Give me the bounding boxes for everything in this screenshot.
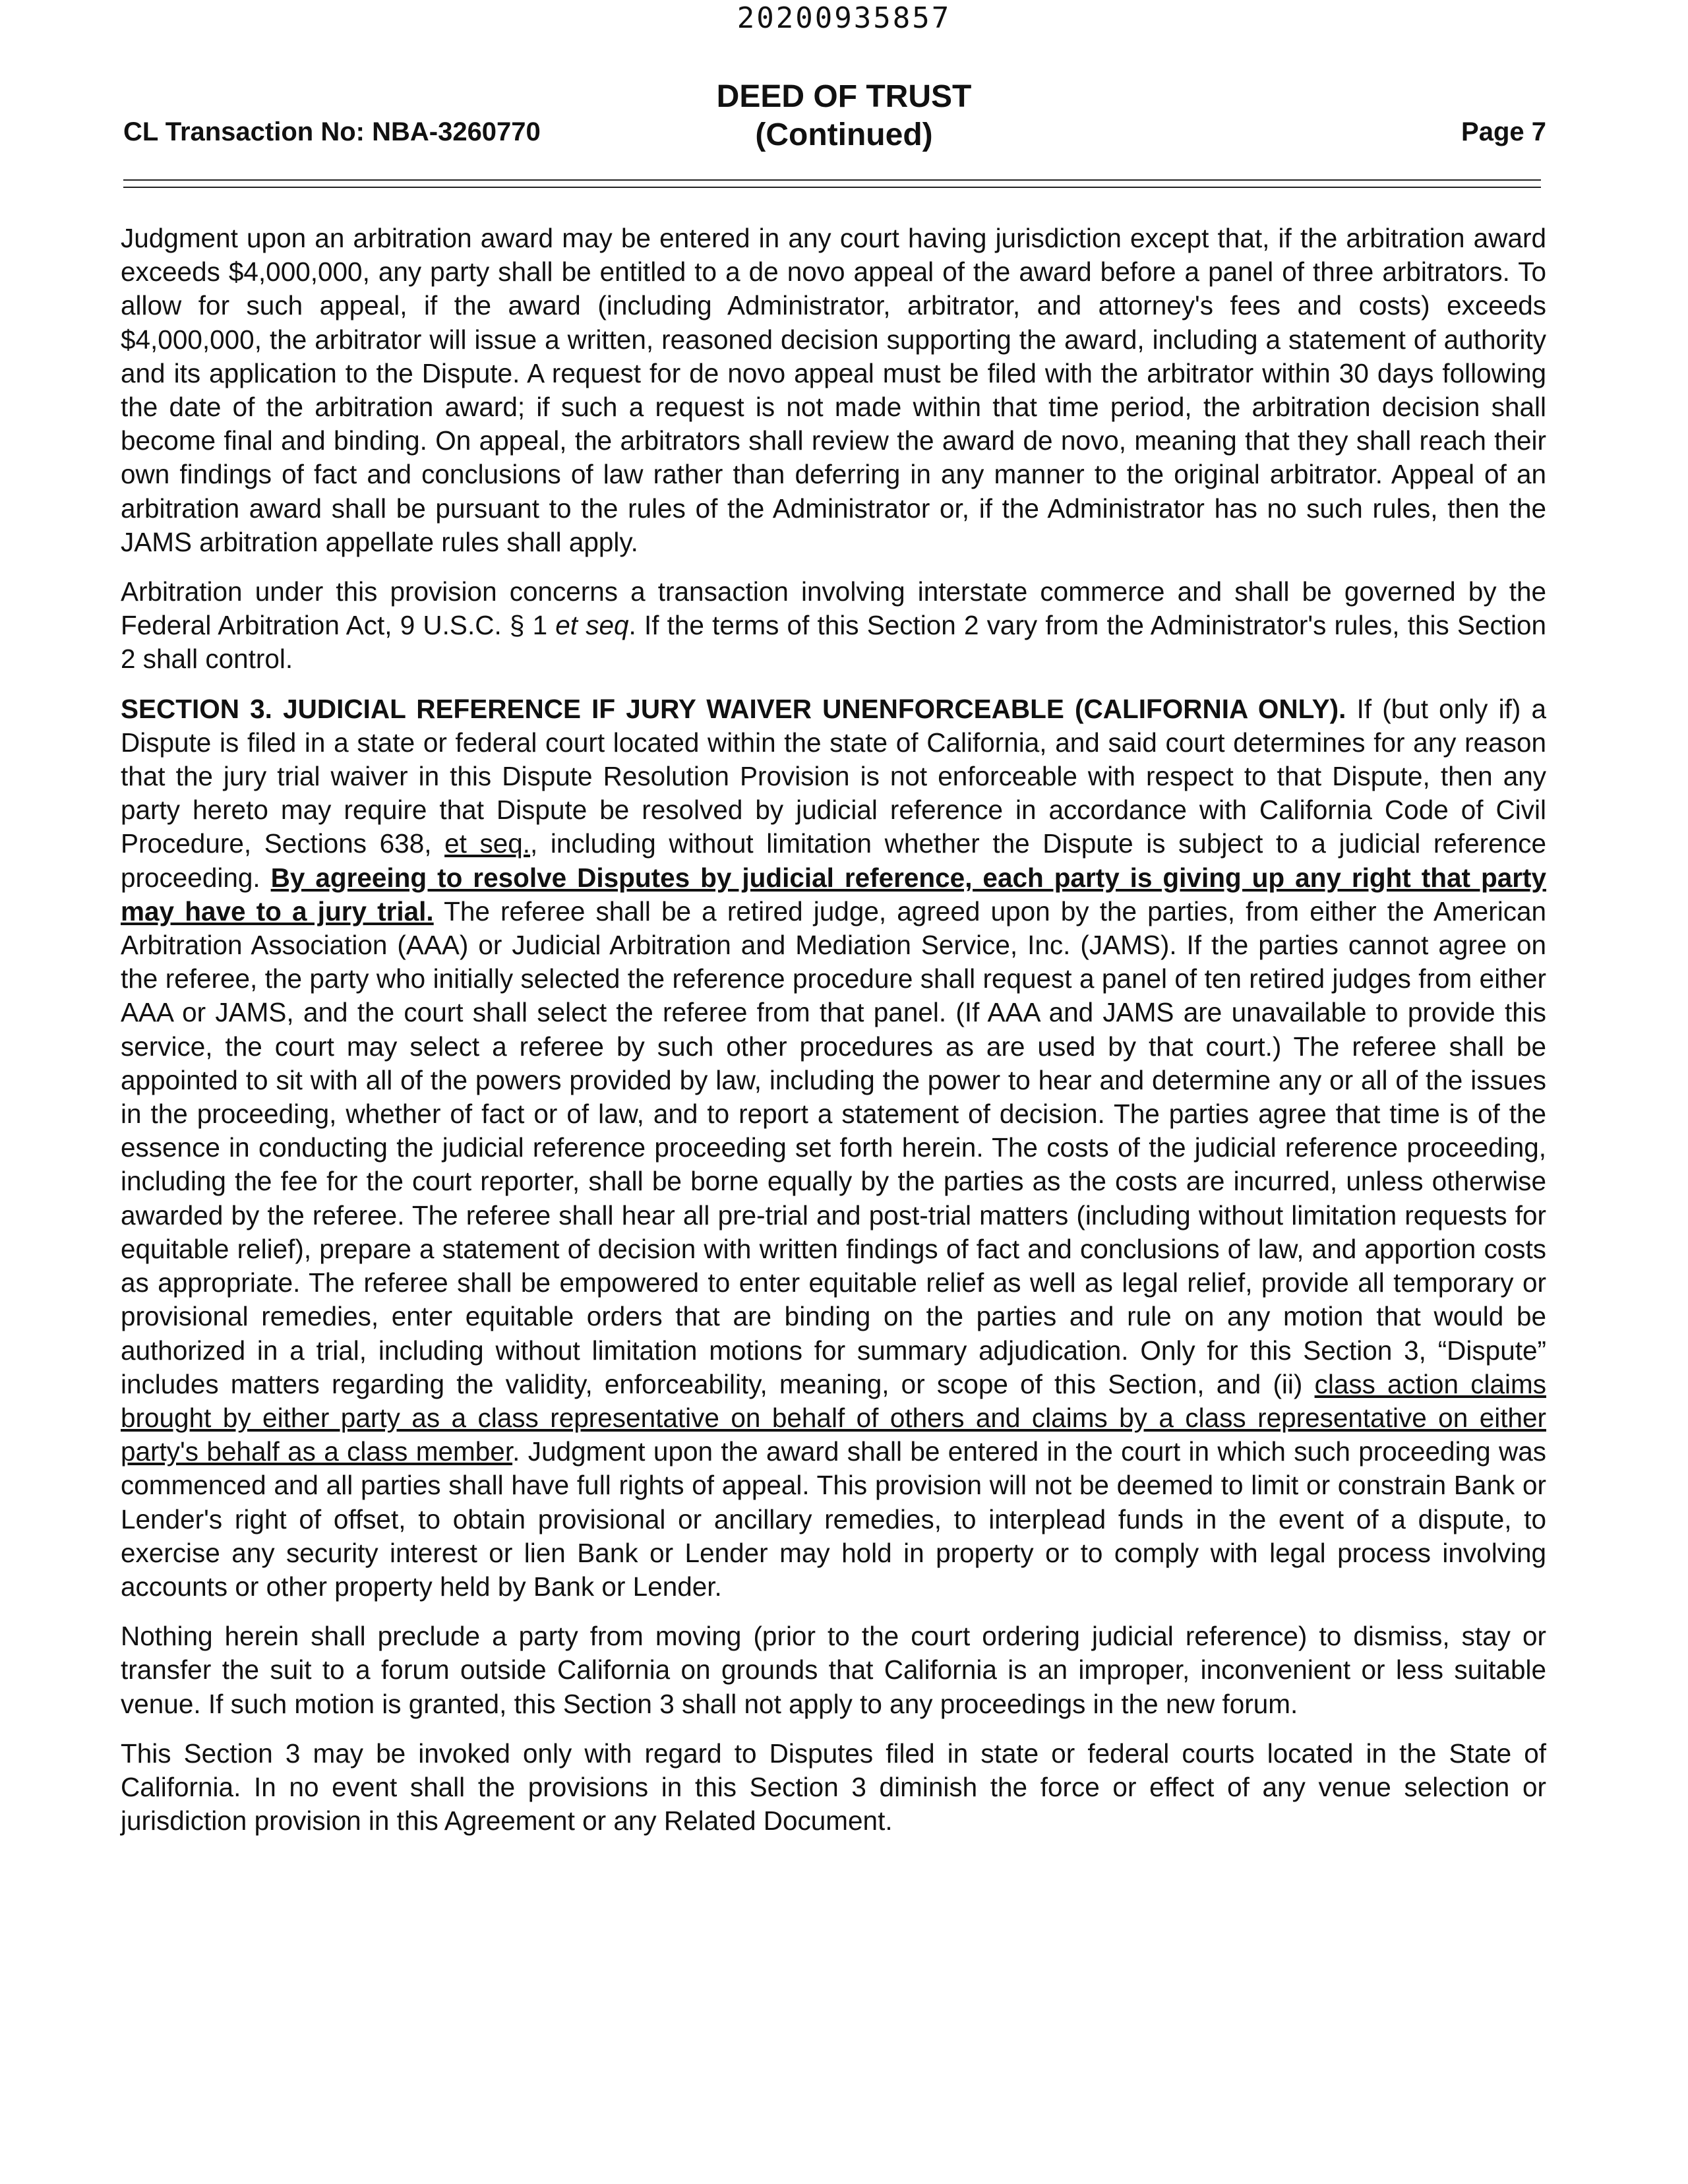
p3-text-c: The referee shall be a retired judge, agreed upon by the parties, from either the American Arbitration Association (AAA) or Judicial Arbitration and Mediation Service, Inc. (JAMS). If the parties cannot agree on the referee, the party who initially selected the reference procedure shall request a panel of ten retired judges from either AAA or JAMS, and the court shall select the referee from that panel. (If AAA and JAMS are unavailable to provide this service, the court may select a referee by such other procedures as are used by that court.) The referee shall be appointed to sit with all of the powers provided by law, including the power to hear and determine any or all of the issues in the proceeding, whether of fact or of law, and to report a statement of decision. The parties agree that time is of the essence in conducting the judicial reference proceeding set forth herein. The costs of the judicial reference proceeding, including the fee for the court reporter, shall be borne equally by the parties as the costs are incurred, unless otherwise awarded by the referee. The referee shall hear all pre-trial and post-trial matters (including without limitation requests for equitable relief), prepare a statement of decision with written findings of fact and conclusions of law, and apportion costs as appropriate. The referee shall be empowered to enter equitable relief as well as legal relief, provide all temporary or provisional remedies, enter equitable orders that are binding on the parties and rule on any motion that would be authorized in a trial, including without limitation motions for summary adjudication. Only for this Section 3, “Dispute” includes matters regarding the validity, enforceability, meaning, or scope of this Section, and (ii) bbox=[121, 895, 1547, 1399]
page-number: Page 7 bbox=[1461, 117, 1546, 146]
p2-text-a: Arbitration under this provision concerns a transaction involving interstate commerce and shall be governed by the Federal Arbitration Act, 9 U.S.C. § 1 bbox=[121, 576, 1546, 641]
jury-trial-waiver-notice: By agreeing to resolve Disputes by judicial reference, each party is giving up any right that party may have to a jury trial. bbox=[121, 862, 1546, 926]
header-rule-bottom bbox=[123, 187, 1541, 188]
class-action-clause: class action claims brought by either party as a class representative on behalf of others and claims by a class representative on either party's behalf as a class member bbox=[121, 1368, 1546, 1467]
p2-text-c: . If the terms of this Section 2 vary from the Administrator's rules, this Section 2 shall control. bbox=[121, 610, 1547, 675]
p3-text-d: . Judgment upon the award shall be entered in the court in which such proceeding was commenced and all parties shall have full rights of appeal. This provision will not be deemed to limit or constrain Bank or Lender's right of offset, to obtain provisional or ancillary remedies, to interplead funds in the event of a dispute, to exercise any security interest or lien Bank or Lender may hold in property or to comply with legal process involving accounts or other property held by Bank or Lender. bbox=[121, 1436, 1547, 1602]
transaction-number: CL Transaction No: NBA-3260770 bbox=[123, 117, 541, 146]
p2-et-seq: et seq bbox=[555, 610, 629, 641]
document-body bbox=[121, 222, 1546, 1854]
paragraph-federal-arbitration-act bbox=[121, 575, 1546, 677]
header-rule-top bbox=[123, 179, 1541, 181]
p3-et-seq: et seq. bbox=[444, 828, 531, 859]
section-3-heading: SECTION 3. JUDICIAL REFERENCE IF JURY WAIVER UNENFORCEABLE (CALIFORNIA ONLY). bbox=[121, 693, 1346, 724]
p3-text-a: If (but only if) a Dispute is filed in a state or federal court located within the state of California, and said court determines for any reason that the jury trial waiver in this Dispute Resolution Provision is not enforceable with respect to that Dispute, then any party hereto may require that Dispute be resolved by judicial reference in accordance with California Code of Civil Procedure, Sections 638, bbox=[121, 693, 1546, 859]
paragraph-arbitration-appeal: Judgment upon an arbitration award may be entered in any court having jurisdiction except that, if the arbitration award exceeds $4,000,000, any party shall be entitled to a de novo appeal of the award before a panel of three arbitrators. To allow for such appeal, if the award (including Administrator, arbitrator, and attorney's fees and costs) exceeds $4,000,000, the arbitrator will issue a written, reasoned decision supporting the award, including a statement of authority and its application to the Dispute. A request for de novo appeal must be filed with the arbitrator within 30 days following the date of the arbitration award; if such a request is not made within that time period, the arbitration decision shall become final and binding. On appeal, the arbitrators shall review the award de novo, meaning that they shall reach their own findings of fact and conclusions of law rather than deferring in any manner to the original arbitrator. Appeal of an arbitration award shall be pursuant to the rules of the Administrator or, if the Administrator has no such rules, then the JAMS arbitration appellate rules shall apply. bbox=[121, 223, 1546, 557]
p3-text-b: , including without limitation whether the Dispute is subject to a judicial reference proceeding. bbox=[121, 828, 1546, 893]
document-number: 20200935857 bbox=[737, 1, 951, 35]
paragraph-section-3-scope: This Section 3 may be invoked only with regard to Disputes filed in state or federal courts located in the State of California. In no event shall the provisions in this Section 3 diminish the force or effect of any venue selection or jurisdiction provision in this Agreement or any Related Document. bbox=[121, 1738, 1546, 1836]
title-line-2: (Continued) bbox=[755, 117, 933, 152]
title-line-1: DEED OF TRUST bbox=[716, 79, 972, 114]
paragraph-section-3 bbox=[121, 692, 1546, 1604]
paragraph-transfer-forum: Nothing herein shall preclude a party from moving (prior to the court ordering judicial reference) to dismiss, stay or transfer the suit to a forum outside California on grounds that California is an improper, inconvenient or less suitable venue. If such motion is granted, this Section 3 shall not apply to any proceedings in the new forum. bbox=[121, 1621, 1546, 1719]
